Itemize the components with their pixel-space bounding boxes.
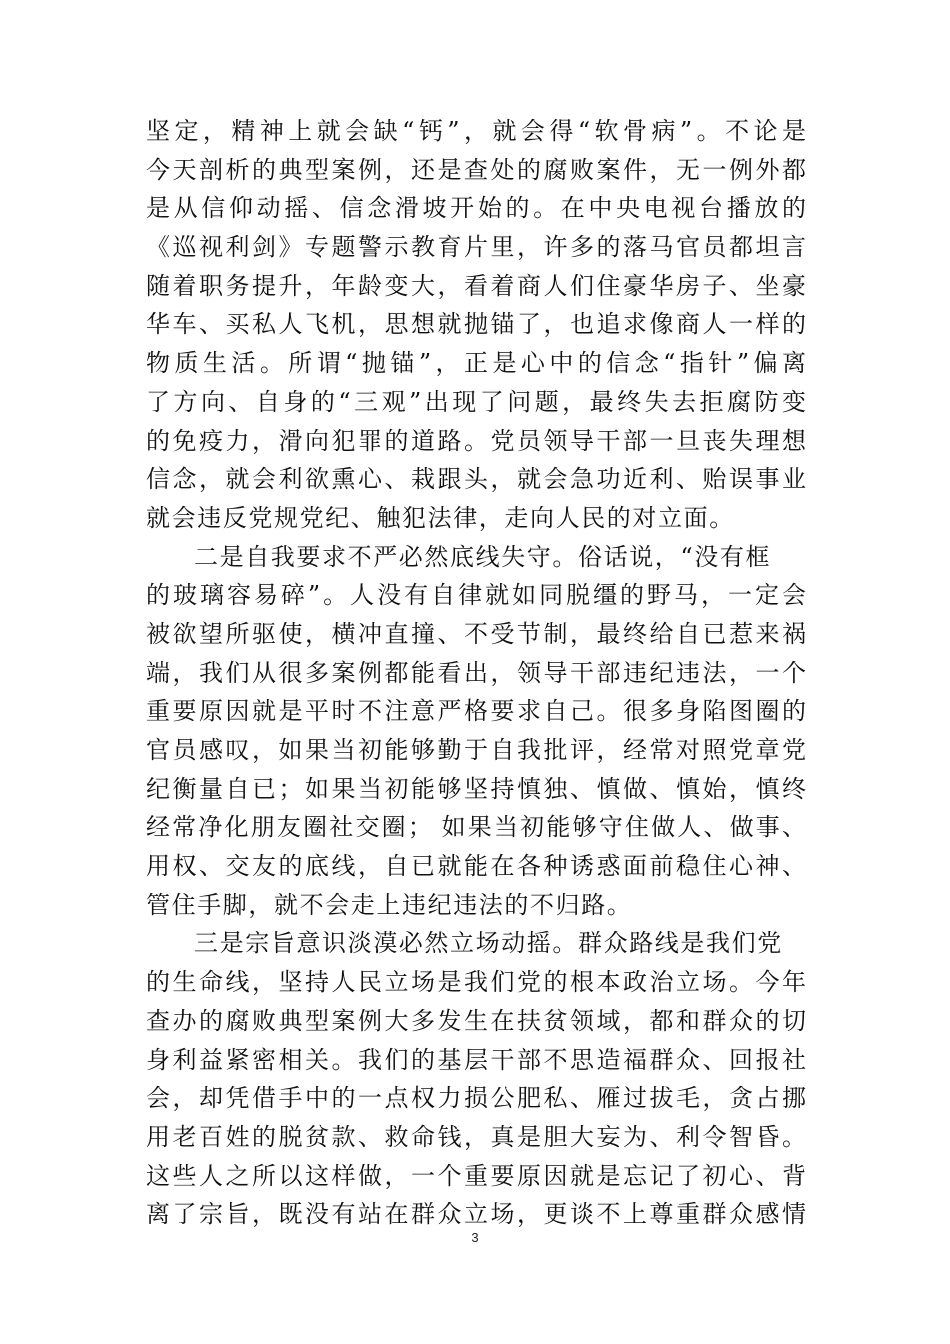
text-line: 坚定，精神上就会缺“钙”，就会得“软骨病”。不论是 (146, 117, 806, 145)
text-line: 离了宗旨，既没有站在群众立场，更谈不上尊重群众感情 (146, 1200, 806, 1229)
text-line: 被欲望所驱使，横冲直撞、不受节制，最终给自已惹来祸 (146, 619, 806, 648)
text-line: 物质生活。所谓“抛锚”，正是心中的信念“指针”偏离 (146, 349, 806, 378)
text-line: 随着职务提升，年龄变大，看着商人们住豪华房子、坐豪 (146, 271, 806, 300)
paragraph-heading-line: 二是自我要求不严必然底线失守。俗话说，“没有框 (194, 542, 772, 571)
text-line: 会，却凭借手中的一点权力损公肥私、雁过拔毛，贪占挪 (146, 1084, 806, 1113)
text-line: 端，我们从很多案例都能看出，领导干部违纪违法，一个 (146, 658, 806, 687)
text-line: 用老百姓的脱贫款、救命钱，真是胆大妄为、利令智昏。 (146, 1122, 806, 1151)
paragraph-heading-line: 三是宗旨意识淡漠必然立场动摇。群众路线是我们党 (194, 929, 783, 958)
text-line: 身利益紧密相关。我们的基层干部不思造福群众、回报社 (146, 1045, 806, 1074)
page-number: 3 (471, 1230, 479, 1245)
text-line: 用权、交友的底线，自已就能在各种诱惑面前稳住心神、 (146, 852, 806, 881)
text-line: 重要原因就是平时不注意严格要求自己。很多身陷图圈的 (146, 697, 806, 726)
text-line: 官员感叹，如果当初能够勤于自我批评，经常对照党章党 (146, 736, 806, 764)
text-line: 了方向、自身的“三观”出现了问题，最终失去拒腐防变 (146, 387, 806, 416)
text-line: 查办的腐败典型案例大多发生在扶贫领域，都和群众的切 (146, 1006, 806, 1035)
text-line: 的免疫力，滑向犯罪的道路。党员领导干部一旦丧失理想 (146, 426, 806, 455)
text-line: 纪衡量自已；如果当初能够坚持慎独、慎做、慎始，慎终 (146, 774, 806, 803)
text-line: 这些人之所以这样做，一个重要原因就是忘记了初心、背 (146, 1161, 806, 1190)
text-line: 《巡视利剑》专题警示教育片里，许多的落马官员都坦言 (146, 233, 806, 262)
body-text (146, 112, 806, 1234)
text-line: 今天剖析的典型案例，还是查处的腐败案件，无一例外都 (146, 155, 806, 184)
text-line-paragraph-end: 就会违反党规党纪、触犯法律，走向人民的对立面。 (146, 503, 735, 532)
text-line: 的生命线，坚持人民立场是我们党的根本政治立场。今年 (146, 968, 806, 997)
text-line: 经常净化朋友圈社交圈； 如果当初能够守住做人、做事、 (146, 813, 806, 842)
text-line: 的玻璃容易碎”。人没有自律就如同脱缰的野马，一定会 (146, 581, 806, 610)
text-line: 是从信仰动摇、信念滑坡开始的。在中央电视台播放的 (146, 194, 806, 223)
text-line: 信念，就会利欲熏心、栽跟头，就会急功近利、贻误事业 (146, 465, 806, 494)
text-line-paragraph-end: 管住手脚，就不会走上违纪违法的不归路。 (146, 890, 633, 919)
text-line: 华车、买私人飞机，思想就抛锚了，也追求像商人一样的 (146, 310, 806, 339)
